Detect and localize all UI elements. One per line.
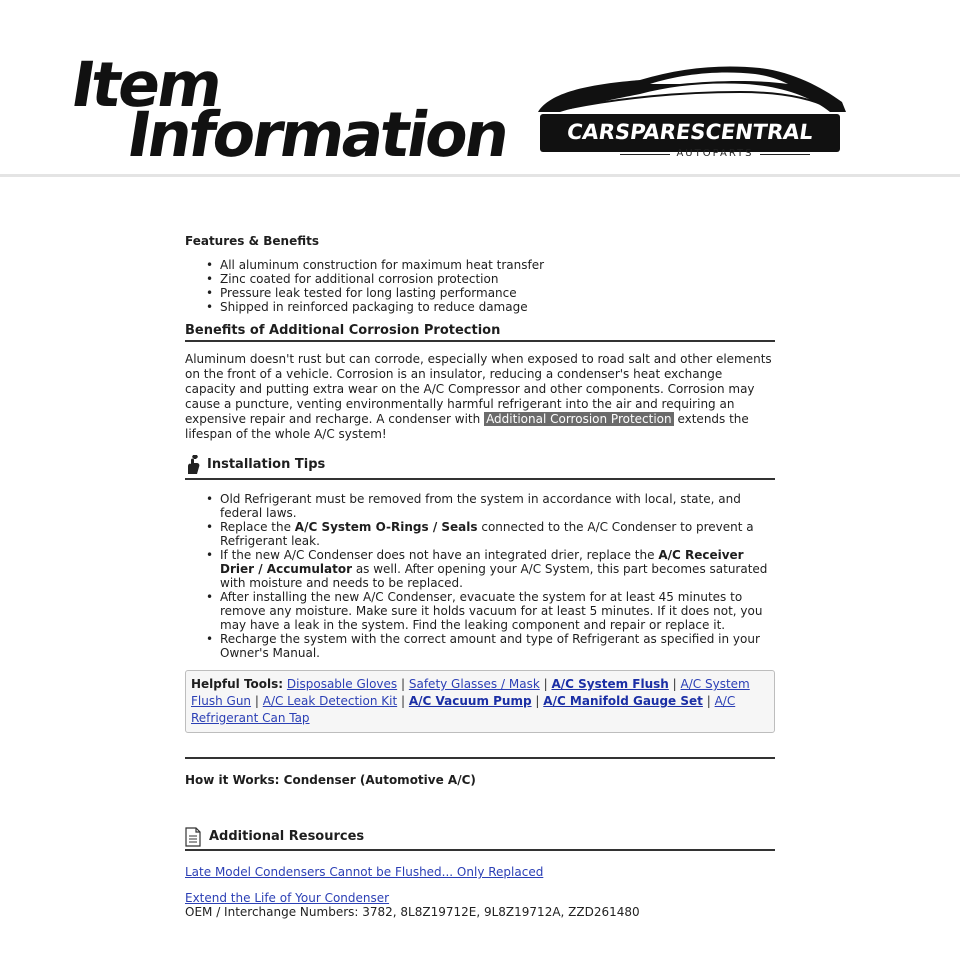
list-item: • If the new A/C Condenser does not have an integrated drier, replace the A/C Receiver Drier / Accumulator as well. After opening your A/C System, this part becomes saturated with moisture and needs to be replaced.	[220, 548, 775, 590]
list-item: • All aluminum construction for maximum heat transfer	[220, 258, 775, 272]
install-tips-list	[220, 492, 775, 660]
oem-interchange-numbers: OEM / Interchange Numbers: 3782, 8L8Z19712E, 9L8Z19712A, ZZD261480	[185, 905, 640, 919]
resource-link-condensers-flushed[interactable]: Late Model Condensers Cannot be Flushed... Only Replaced	[185, 865, 544, 879]
tool-link-ac-refrigerant-can-tap[interactable]: A/C Refrigerant Can Tap	[191, 694, 736, 725]
resources-heading-text: Additional Resources	[209, 829, 365, 844]
tool-link-ac-manifold-gauge-set[interactable]: A/C Manifold Gauge Set	[543, 694, 703, 708]
install-heading-text: Installation Tips	[207, 457, 326, 472]
helpful-tools-label: Helpful Tools:	[191, 677, 284, 691]
list-item: • Recharge the system with the correct amount and type of Refrigerant as specified in your Owner's Manual.	[220, 632, 775, 660]
document-icon	[185, 827, 201, 847]
title-line1: Item	[66, 48, 226, 121]
resource-link-extend-life[interactable]: Extend the Life of Your Condenser	[185, 891, 390, 905]
tool-link-safety-glasses[interactable]: Safety Glasses / Mask	[408, 677, 540, 691]
tool-link-disposable-gloves[interactable]: Disposable Gloves	[286, 677, 398, 691]
section-divider	[185, 757, 775, 759]
list-item: • Shipped in reinforced packaging to reduce damage	[220, 300, 775, 314]
corrosion-heading-text: Benefits of Additional Corrosion Protection	[185, 323, 501, 338]
logo-name: CARSPARESCENTRAL	[565, 120, 815, 144]
list-item: • Pressure leak tested for long lasting performance	[220, 286, 775, 300]
corrosion-text: Aluminum doesn't rust but can corrode, especially when exposed to road salt and other elements on the front of a vehicle. Corrosion is an insulator, reducing a condenser's heat exchange capacity and putting extra wear on the A/C Compressor and other components. Corrosion may cause a puncture, venting environmentally harmful refrigerant into the air and requiring an expensive repair and recharge. A condenser with	[185, 352, 772, 426]
corrosion-heading	[185, 324, 775, 342]
corrosion-highlight: Additional Corrosion Protection	[486, 412, 672, 426]
features-list	[220, 258, 775, 314]
resources-heading	[185, 827, 775, 851]
logo-subtitle	[620, 147, 810, 161]
tool-link-ac-system-flush-gun[interactable]: A/C System Flush Gun	[191, 677, 750, 708]
list-item: • Zinc coated for additional corrosion protection	[220, 272, 775, 286]
list-item: • After installing the new A/C Condenser, evacuate the system for at least 45 minutes to remove any moisture. Make sure it holds vacuum for at least 5 minutes. If it does not, you may have a leak in the system. Find the leaking component and repair or replace it.	[220, 590, 775, 632]
tool-link-ac-system-flush[interactable]: A/C System Flush	[551, 677, 669, 691]
car-silhouette-icon	[530, 62, 850, 122]
list-item: • Replace the A/C System O-Rings / Seals connected to the A/C Condenser to prevent a Refrigerant leak.	[220, 520, 775, 548]
features-heading: Features & Benefits	[185, 234, 319, 248]
how-it-works-heading: How it Works: Condenser (Automotive A/C)	[185, 773, 476, 787]
brand-logo	[530, 62, 850, 162]
header-banner	[0, 0, 960, 176]
header-divider	[0, 174, 960, 177]
helpful-tools-box: Helpful Tools: Disposable Gloves | Safety Glasses / Mask | A/C System Flush | A/C System Flush Gun | A/C Leak Detection Kit | A/C Vacuum Pump | A/C Manifold Gauge Set | A/C Refrigerant Can Tap	[185, 670, 775, 733]
corrosion-paragraph	[185, 352, 775, 442]
tool-link-ac-leak-detection-kit[interactable]: A/C Leak Detection Kit	[262, 694, 398, 708]
title-line2: Information	[122, 98, 513, 171]
corrosion-text-end: extends the lifespan of the whole A/C system!	[185, 412, 749, 441]
install-heading	[185, 454, 775, 480]
logo-subtitle-text: AUTOPARTS	[676, 148, 754, 159]
tool-link-ac-vacuum-pump[interactable]: A/C Vacuum Pump	[408, 694, 532, 708]
list-item: • Old Refrigerant must be removed from the system in accordance with local, state, and federal laws.	[220, 492, 775, 520]
item-description	[185, 230, 775, 919]
wrench-hand-icon	[185, 454, 203, 476]
